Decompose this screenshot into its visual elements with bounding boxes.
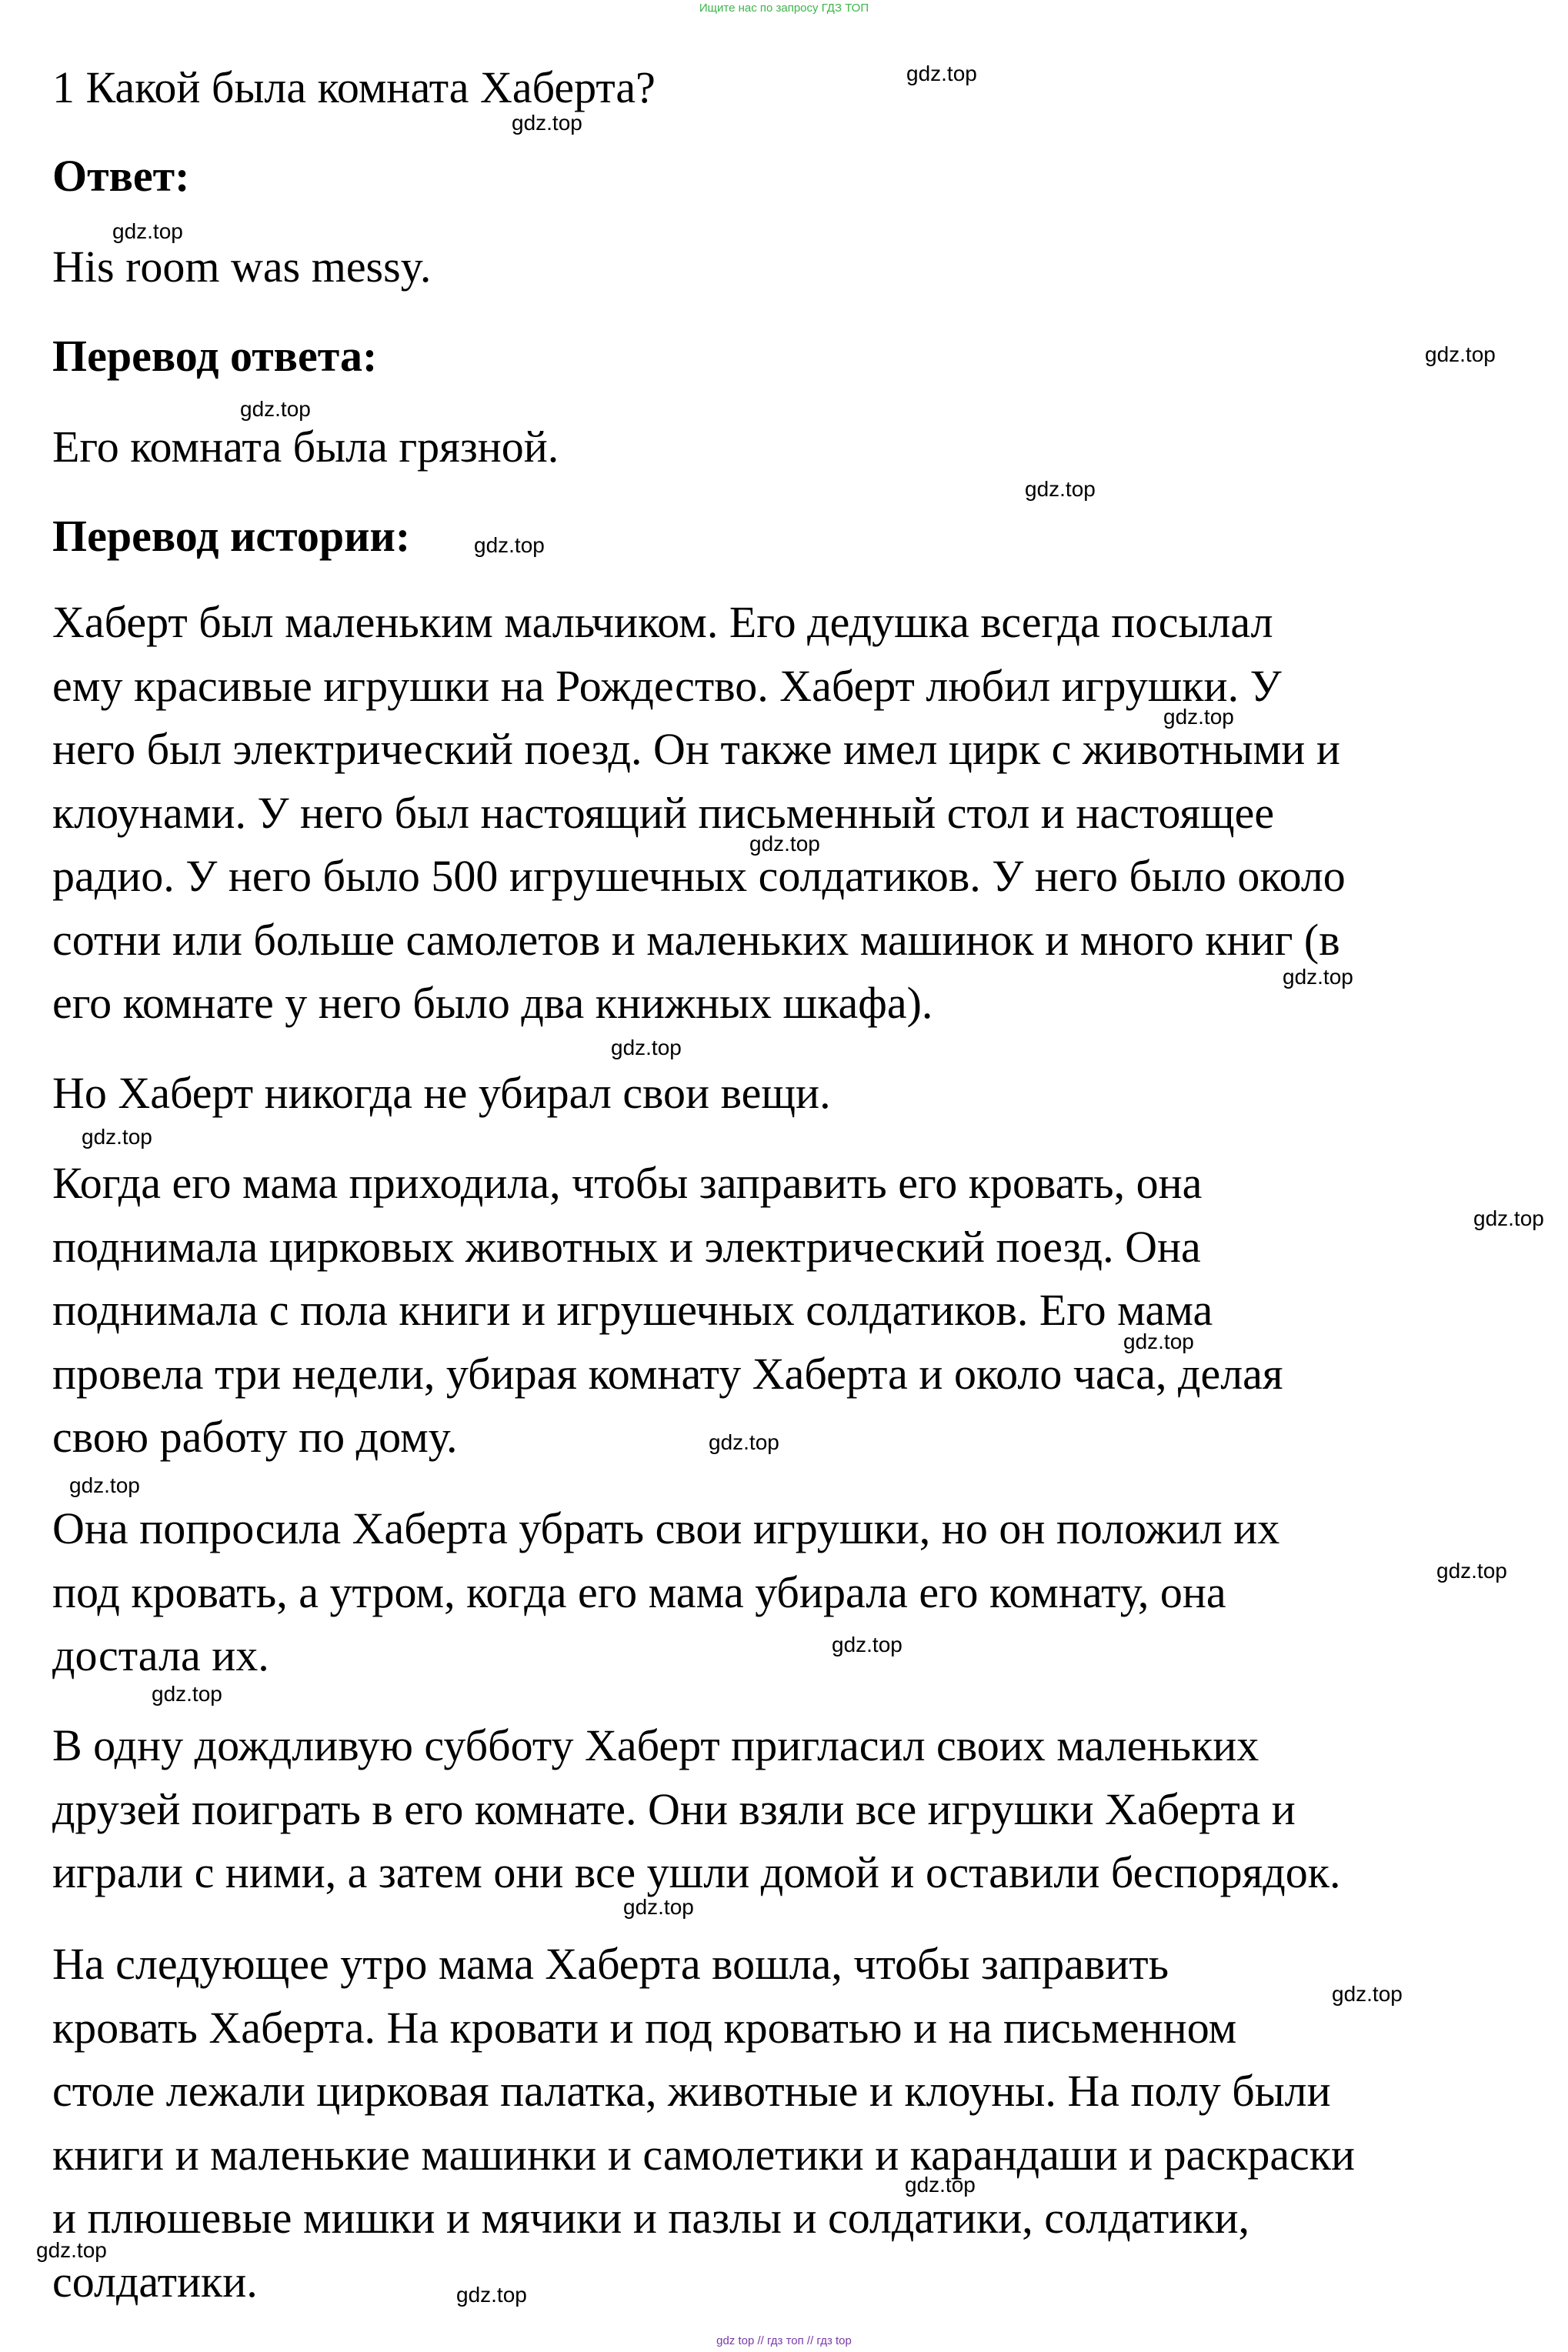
watermark: gdz.top xyxy=(611,1036,682,1059)
story-line: клоунами. У него был настоящий письменный стол и настоящее xyxy=(52,787,1275,838)
story-line: кровать Хаберта. На кровати и под кроватью и на письменном xyxy=(52,2002,1237,2053)
story-line: под кровать, а утром, когда его мама убирала его комнату, она xyxy=(52,1566,1226,1617)
story-line: друзей поиграть в его комнате. Они взяли все игрушки Хаберта и xyxy=(52,1783,1296,1834)
story-line: него был электрический поезд. Он также имел цирк с животными и xyxy=(52,724,1340,774)
story-line: книги и маленькие машинки и самолетики и карандаши и раскраски xyxy=(52,2129,1356,2180)
story-line: Но Хаберт никогда не убирал свои вещи. xyxy=(52,1068,831,1118)
watermark: gdz.top xyxy=(1332,1982,1403,2006)
story-line: В одну дождливую субботу Хаберт пригласил своих маленьких xyxy=(52,1720,1259,1770)
translation-heading: Перевод ответа: xyxy=(52,331,378,381)
watermark: gdz.top xyxy=(152,1682,222,1706)
watermark: gdz.top xyxy=(906,62,977,85)
answer-text: His room was messy. xyxy=(52,242,432,292)
story-heading: Перевод истории: xyxy=(52,511,411,561)
story-line: и плюшевые мишки и мячики и пазлы и солдатики, солдатики, xyxy=(52,2193,1250,2243)
story-paragraph-5 xyxy=(52,1714,1568,1905)
watermark: gdz.top xyxy=(709,1430,779,1454)
story-line: поднимала цирковых животных и электрический поезд. Она xyxy=(52,1221,1201,1272)
story-line: свою работу по дому. xyxy=(52,1412,458,1462)
story-line: ему красивые игрушки на Рождество. Хаберт любил игрушки. У xyxy=(52,660,1282,711)
watermark: gdz.top xyxy=(512,111,582,135)
watermark: gdz.top xyxy=(1436,1559,1507,1583)
top-banner[interactable]: Ищите нас по запросу ГДЗ ТОП xyxy=(699,2,869,15)
story-line: достала их. xyxy=(52,1630,269,1680)
story-line: сотни или больше самолетов и маленьких машинок и много книг (в xyxy=(52,914,1340,965)
story-line: На следующее утро мама Хаберта вошла, чтобы заправить xyxy=(52,1939,1169,1989)
story-line: Когда его мама приходила, чтобы заправить его кровать, она xyxy=(52,1158,1203,1208)
story-line: провела три недели, убирая комнату Хаберта и около часа, делая xyxy=(52,1348,1283,1399)
answer-heading: Ответ: xyxy=(52,151,190,201)
watermark: gdz.top xyxy=(623,1895,694,1919)
question-title: 1 Какой была комната Хаберта? xyxy=(52,62,656,112)
story-line: его комнате у него было два книжных шкафа). xyxy=(52,978,933,1028)
watermark: gdz.top xyxy=(1025,477,1096,501)
story-paragraph-4 xyxy=(52,1497,1568,1688)
watermark: gdz.top xyxy=(1425,342,1496,366)
story-line: Хаберт был маленьким мальчиком. Его дедушка всегда посылал xyxy=(52,597,1273,647)
watermark: gdz.top xyxy=(36,2238,107,2262)
watermark: gdz.top xyxy=(69,1473,140,1497)
watermark: gdz.top xyxy=(1163,705,1234,729)
translation-text: Его комната была грязной. xyxy=(52,422,559,472)
watermark: gdz.top xyxy=(240,397,311,421)
story-line: столе лежали цирковая палатка, животные и клоуны. На полу были xyxy=(52,2066,1331,2116)
watermark: gdz.top xyxy=(749,832,820,856)
watermark: gdz.top xyxy=(1123,1329,1194,1353)
watermark: gdz.top xyxy=(474,533,545,557)
story-paragraph-2 xyxy=(52,1062,1568,1126)
story-line: играли с ними, а затем они все ушли домой и оставили беспорядок. xyxy=(52,1847,1341,1897)
story-line: поднимала с пола книги и игрушечных солдатиков. Его мама xyxy=(52,1285,1213,1335)
watermark: gdz.top xyxy=(832,1633,902,1656)
story-paragraph-3 xyxy=(52,1152,1568,1470)
watermark: gdz.top xyxy=(112,219,183,243)
story-line: радио. У него было 500 игрушечных солдатиков. У него было около xyxy=(52,851,1346,901)
watermark: gdz.top xyxy=(905,2173,976,2197)
watermark: gdz.top xyxy=(456,2283,527,2307)
footer-links[interactable]: gdz top // гдз топ // гдз top xyxy=(716,2334,852,2347)
story-line: солдатики. xyxy=(52,2256,258,2307)
watermark: gdz.top xyxy=(1283,965,1353,989)
watermark: gdz.top xyxy=(1473,1206,1544,1230)
story-line: Она попросила Хаберта убрать свои игрушки, но он положил их xyxy=(52,1503,1280,1553)
watermark: gdz.top xyxy=(82,1125,152,1149)
